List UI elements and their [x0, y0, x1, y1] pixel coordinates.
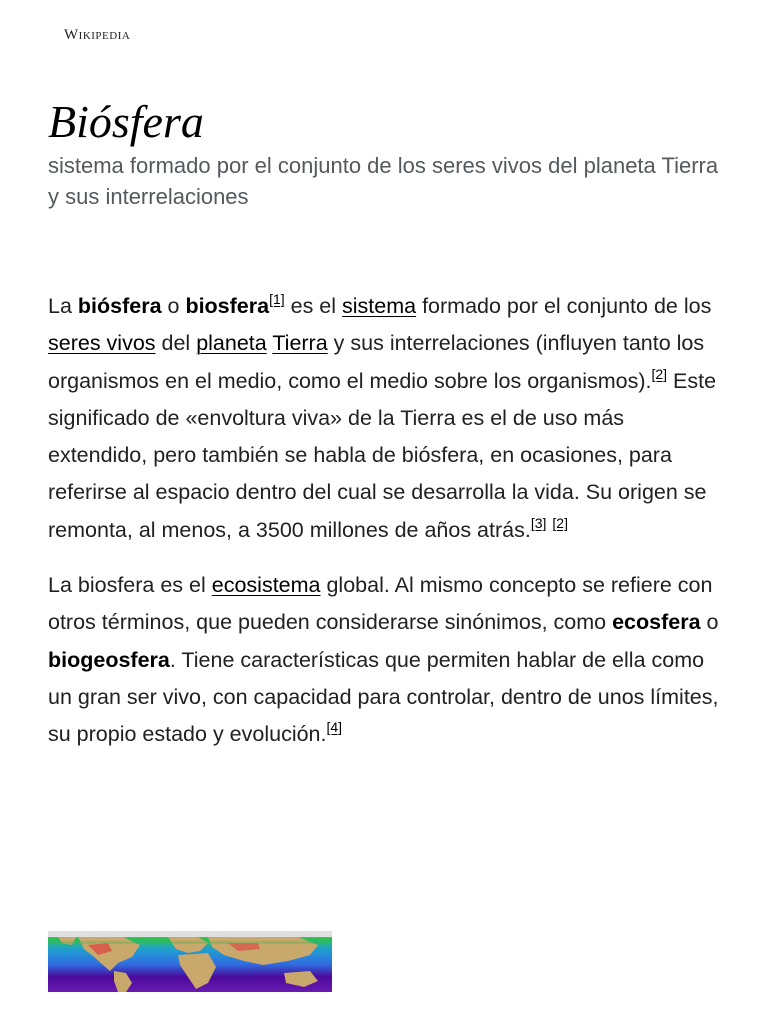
text: La [48, 294, 78, 318]
text: o [161, 294, 186, 318]
reference-link-2[interactable]: [2] [651, 365, 668, 382]
paragraph-1 [48, 288, 726, 549]
text: es el [284, 294, 343, 318]
article-body [48, 288, 726, 772]
bold-term-biogeosfera: biogeosfera [48, 647, 170, 672]
text: global. Al mismo concepto se refiere con otros términos, que pueden considerarse sinónimos, como [48, 573, 713, 635]
link-ecosistema[interactable]: ecosistema [211, 573, 321, 598]
reference-link-4[interactable]: [4] [326, 719, 343, 736]
link-seres-vivos[interactable]: seres vivos [48, 331, 156, 356]
text: . Tiene características que permiten hablar de ella como un gran ser vivo, con capacidad para controlar, dentro de unos límites, su propio estado y evolución. [48, 647, 719, 747]
reference-2 [651, 366, 667, 382]
bold-term-ecosfera: ecosfera [612, 610, 701, 635]
biosphere-map-image[interactable] [48, 931, 332, 992]
link-tierra[interactable]: Tierra [272, 331, 328, 356]
reference-4 [326, 719, 342, 735]
wikipedia-logo[interactable]: Wikipedia [64, 27, 131, 43]
reference-link-1[interactable]: [1] [269, 291, 285, 307]
link-planeta[interactable]: planeta [196, 331, 267, 356]
text: formado por el conjunto de los [416, 294, 712, 318]
text: y sus interrelaciones (influyen tanto los organismos en el medio, como el medio sobre los organismos). [48, 331, 705, 393]
paragraph-2 [48, 567, 726, 753]
page-subtitle: sistema formado por el conjunto de los seres vivos del planeta Tierra y sus interrelaciones [48, 153, 719, 209]
page-title: Biósfera [48, 96, 204, 147]
reference-3 [531, 515, 547, 531]
bold-term-biosfera-accent: biósfera [77, 294, 162, 318]
reference-link-3[interactable]: [3] [530, 514, 547, 531]
reference-2-repeat [552, 515, 568, 531]
link-sistema[interactable]: sistema [342, 294, 417, 318]
text: del [155, 331, 197, 356]
text: La biosfera es el [48, 573, 212, 598]
reference-link-2-repeat[interactable]: [2] [552, 514, 568, 531]
bold-term-biosfera: biosfera [185, 294, 270, 318]
text: o [700, 610, 719, 635]
biosphere-map-graphic [48, 931, 332, 992]
reference-1 [269, 291, 285, 307]
text: Este significado de «envoltura viva» de la Tierra es el de uso más extendido, pero también se habla de biósfera, en ocasiones, para referirse al espacio dentro del cual se desarrolla la vida. Su origen se remonta, al menos, a 3500 millones de años atrás. [48, 368, 717, 542]
